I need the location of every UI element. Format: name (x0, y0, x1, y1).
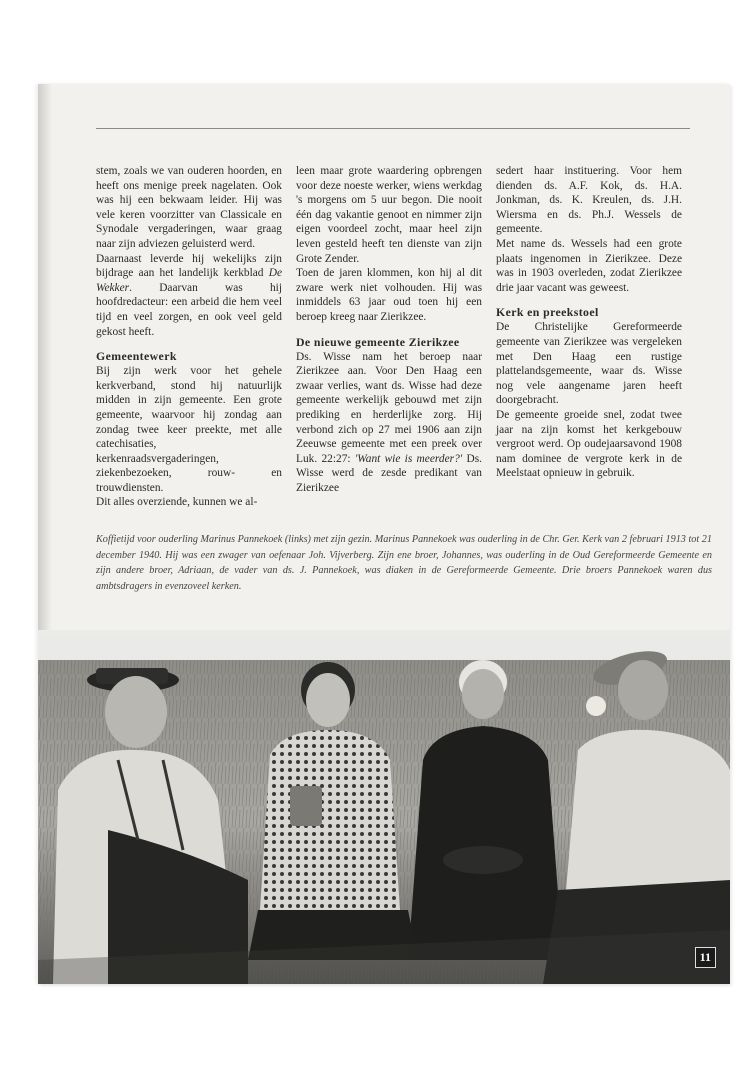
paragraph: De Christelijke Gereformeerde gemeente van Zierikzee was vergeleken met Den Haag een rustige plattelandsgemeente, waar ds. Wisse nog vele aangename jaren heeft doorgebracht. (496, 321, 682, 407)
paragraph: Ds. Wisse nam het beroep naar Zierikzee aan. Voor Den Haag een zwaar verlies, want ds. Wisse had deze gemeente werkelijk gebouwd met zijn prediking en herderlijke zorg. Hij verbond zich op 27 mei 1906 aan zijn Zeeuwse gemeente met een preek over Luk. 22:27: 'Want wie is meerder?' Ds. Wisse werd de zesde predikant van Zierikzee (296, 350, 482, 494)
family-photo (38, 630, 730, 984)
book-page (38, 84, 730, 984)
text-column-1 (96, 164, 282, 510)
paragraph: Bij zijn werk voor het gehele kerkverband, stond hij natuurlijk midden in zijn gemeente. Een grote gemeente, waarvoor hij zondag aan zondag twee keer preekte, met alle catechisaties, kerkenraadsvergaderingen, ziekenbezoeken, rouw- en trouwdiensten. (96, 365, 282, 494)
paragraph: Daarnaast leverde hij wekelijks zijn bijdrage aan het landelijk kerkblad De Wekker. Daarvan was hij hoofdredacteur: een arbeid die hem veel tijd en veel zorgen, en ook veel geld gekost heeft. (96, 252, 283, 338)
text-column-2 (296, 164, 482, 495)
paragraph: De gemeente groeide snel, zodat twee jaar na zijn komst het kerkgebouw vergroot werd. Op oudejaarsavond 1908 nam dominee de vergrote kerk in de Meelstaat opnieuw in gebruik. (496, 408, 682, 480)
section-heading: De nieuwe gemeente Zierikzee (296, 334, 460, 349)
paragraph: leen maar grote waardering opbrengen voor deze noeste werker, wiens werkdag 's morgens om 5 uur begon. Die nooit één dag vakantie genoot en nimmer zijn eigen voordeel zocht, maar heel zijn leven gesteld heeft ten dienste van zijn Grote Zender. (296, 165, 482, 265)
photo-caption: Koffietijd voor ouderling Marinus Pannekoek (links) met zijn gezin. Marinus Pannekoek was ouderling in de Chr. Ger. Kerk van 2 februari 1913 tot 21 december 1940. Hij was een zwager van oefenaar Joh. Vijverberg. Zijn ene broer, Johannes, was ouderling in de Oud Gereformeerde Gemeente en zijn andere broer, Adriaan, de vader van ds. J. Pannekoek, was diaken in de Gereformeerde Gemeente. Drie broers Pannekoek waren dus ambtsdragers in evenzoveel kerken. (96, 534, 712, 592)
paragraph: sedert haar instituering. Voor hem dienden ds. A.F. Kok, ds. H.A. Jonkman, ds. K. Kreulen, ds. J.H. Wiersma en ds. Ph.J. Wessels de gemeente. (496, 165, 682, 236)
page-number: 11 (695, 947, 716, 968)
paragraph: Toen de jaren klommen, kon hij al dit zware werk niet volhouden. Hij was inmiddels 63 jaar oud toen hij een beroep kreeg naar Zierikzee. (296, 267, 482, 323)
paragraph: stem, zoals we van ouderen hoorden, en heeft ons menige preek nagelaten. Ook was hij een bekwaam leider. Hij was vele keren voorzitter van Classicale en Synodale vergaderingen, waar graag naar zijn adviezen geluisterd werd. (96, 165, 282, 250)
paragraph: Met name ds. Wessels had een grote plaats ingenomen in Zierikzee. Deze was in 1903 overleden, zodat Zierikzee drie jaar vacant was geweest. (496, 237, 682, 294)
paragraph: Dit alles overziende, kunnen we al- (96, 496, 258, 509)
header-rule (96, 128, 690, 129)
section-heading: Gemeentewerk (96, 349, 177, 364)
section-heading: Kerk en preekstoel (496, 305, 599, 320)
wheat-field-photo (38, 630, 730, 984)
magazine-title: De Wekker (96, 267, 283, 294)
text-column-3 (496, 164, 682, 481)
quote: 'Want wie is meerder?' (354, 452, 463, 465)
